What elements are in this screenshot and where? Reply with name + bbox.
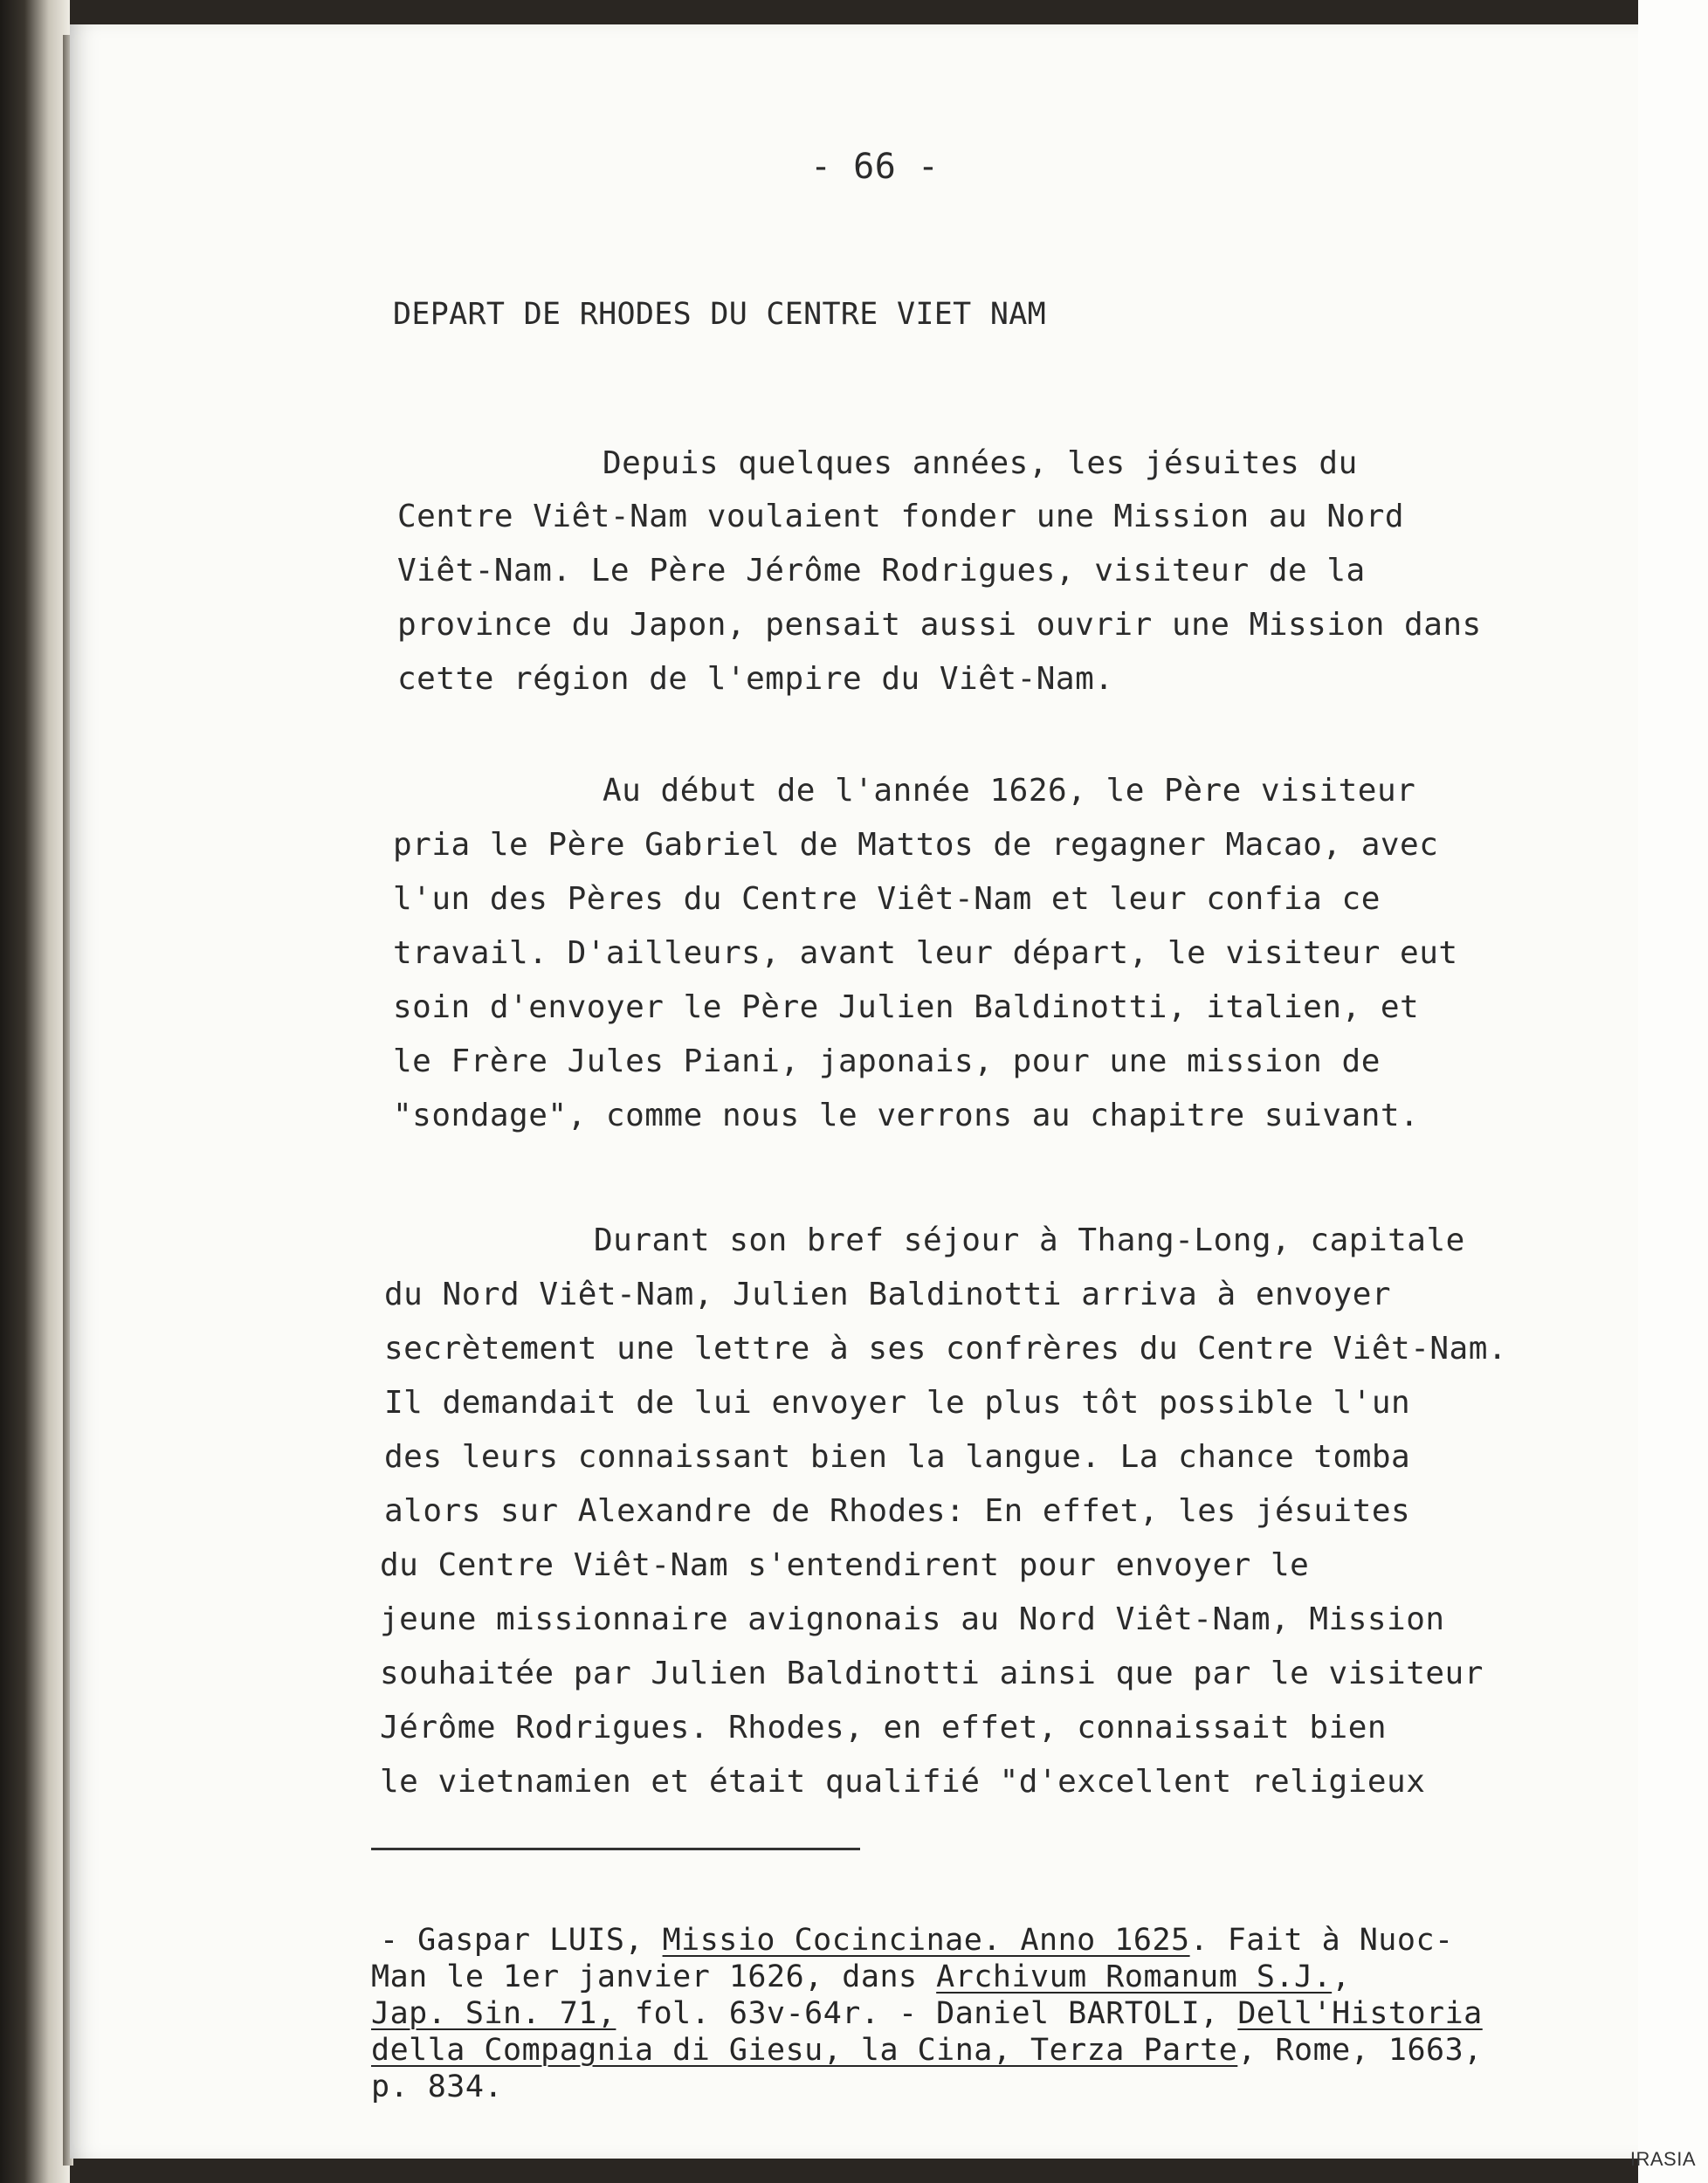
paragraph-2-line-5: soin d'envoyer le Père Julien Baldinotti, italien, et xyxy=(393,989,1420,1025)
paragraph-3-line-3: secrètement une lettre à ses confrères du Centre Viêt-Nam. xyxy=(384,1331,1508,1367)
paragraph-1-line-3: Viêt-Nam. Le Père Jérôme Rodrigues, visiteur de la xyxy=(397,553,1366,589)
paragraph-3-line-2: du Nord Viêt-Nam, Julien Baldinotti arriva à envoyer xyxy=(384,1277,1392,1312)
paragraph-1-line-1: Depuis quelques années, les jésuites du xyxy=(603,445,1358,481)
paragraph-3-line-1: Durant son bref séjour à Thang-Long, capitale xyxy=(594,1222,1465,1258)
footnote-line-3 xyxy=(371,1996,1483,2031)
footnote-text-2: Man le 1er janvier 1626, dans xyxy=(371,1959,937,1994)
footnote-place-date: , Rome, 1663, xyxy=(1237,2033,1483,2068)
footnote-comma: , xyxy=(1332,1959,1351,1994)
chapter-title: DEPART DE RHODES DU CENTRE VIET NAM xyxy=(393,297,1047,332)
footnote-archive-ref: Jap. Sin. 71, xyxy=(371,1996,616,2031)
paragraph-3-line-9: souhaitée par Julien Baldinotti ainsi que par le visiteur xyxy=(380,1656,1484,1691)
paragraph-3-line-10: Jérôme Rodrigues. Rhodes, en effet, connaissait bien xyxy=(380,1710,1388,1746)
document-page xyxy=(70,24,1638,2159)
footnote-author-1: - Gaspar LUIS, xyxy=(380,1923,663,1958)
footnote-title-2a: Dell'Historia xyxy=(1237,1996,1483,2031)
scan-margin xyxy=(1638,0,1708,2183)
footnote-line-4 xyxy=(371,2033,1483,2068)
paragraph-2-line-3: l'un des Pères du Centre Viêt-Nam et leur confia ce xyxy=(393,881,1381,917)
paragraph-3-line-11: le vietnamien et était qualifié "d'excellent religieux xyxy=(380,1764,1426,1800)
paragraph-2-line-4: travail. D'ailleurs, avant leur départ, le visiteur eut xyxy=(393,935,1458,971)
footnote-line-5: p. 834. xyxy=(371,2069,504,2104)
footnote-title-2b: della Compagnia di Giesu, la Cina, Terza Parte xyxy=(371,2033,1238,2068)
paragraph-1-line-5: cette région de l'empire du Viêt-Nam. xyxy=(397,661,1114,697)
footnote-title-1: Missio Cocincinae. Anno 1625 xyxy=(662,1923,1190,1958)
footnote-archive: Archivum Romanum S.J. xyxy=(936,1959,1333,1994)
paragraph-3-line-4: Il demandait de lui envoyer le plus tôt possible l'un xyxy=(384,1385,1411,1421)
paragraph-3-line-8: jeune missionnaire avignonais au Nord Viêt-Nam, Mission xyxy=(380,1601,1445,1637)
paragraph-3-line-7: du Centre Viêt-Nam s'entendirent pour envoyer le xyxy=(380,1547,1310,1583)
footnote-line-2 xyxy=(371,1959,1351,1994)
book-binding-shadow xyxy=(0,0,70,2183)
footnote-separator xyxy=(371,1848,860,1850)
footnote-author-2: fol. 63v-64r. - Daniel BARTOLI, xyxy=(616,1996,1238,2031)
paragraph-1-line-4: province du Japon, pensait aussi ouvrir une Mission dans xyxy=(397,607,1482,643)
paragraph-2-line-1: Au début de l'année 1626, le Père visiteur xyxy=(603,773,1416,809)
paragraph-2-line-6: le Frère Jules Piani, japonais, pour une mission de xyxy=(393,1043,1381,1079)
paragraph-3-line-6: alors sur Alexandre de Rhodes: En effet, les jésuites xyxy=(384,1493,1411,1529)
paragraph-1-line-2: Centre Viêt-Nam voulaient fonder une Mission au Nord xyxy=(397,499,1405,534)
footnote-text-1: . Fait à Nuoc- xyxy=(1189,1923,1454,1958)
watermark: IRASIA xyxy=(1629,2148,1696,2170)
paragraph-2-line-7: "sondage", comme nous le verrons au chapitre suivant. xyxy=(393,1098,1420,1133)
footnote-line-1 xyxy=(380,1923,1454,1958)
paragraph-2-line-2: pria le Père Gabriel de Mattos de regagner Macao, avec xyxy=(393,827,1439,863)
page-number: - 66 - xyxy=(810,147,940,187)
paragraph-3-line-5: des leurs connaissant bien la langue. La chance tomba xyxy=(384,1439,1411,1475)
